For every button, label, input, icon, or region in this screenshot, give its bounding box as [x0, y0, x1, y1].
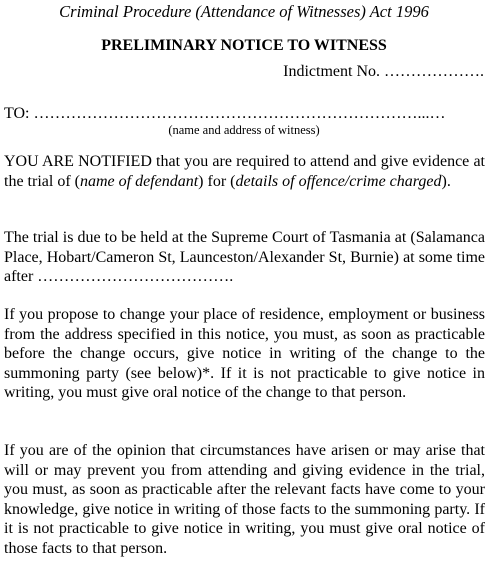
- paragraph-change-of-address: If you propose to change your place of residence, employment or business from the address specified in this notice, you must, as soon as practicable before the change occurs, give notice in writing of the change to the summoning party (see below)*. If it is not practicable to give notice in writing, you must give oral notice of the change to that person.: [4, 306, 485, 401]
- offence-placeholder: details of offence/crime charged: [235, 172, 442, 190]
- defendant-placeholder: name of defendant: [79, 172, 199, 190]
- paragraph-notified-text-3: ).: [441, 172, 451, 190]
- paragraph-prevention: If you are of the opinion that circumstances have arisen or may arise that will or may prevent you from attending and giving evidence in the trial, you must, as soon as practicable after the relevant facts have come to your knowledge, give notice in writing of those facts to the summoning party. If it is not practicable to give notice in writing, you must give oral notice of those facts to that person.: [4, 442, 485, 557]
- paragraph-notified-text-1: YOU ARE NOTIFIED that you are required to attend and give evidence at the trial of (: [4, 153, 485, 190]
- to-caption: (name and address of witness): [168, 123, 320, 137]
- paragraph-notified: [4, 152, 485, 191]
- paragraph-trial-location: The trial is due to be held at the Supreme Court of Tasmania at (Salamanca Place, Hobart/Cameron St, Launceston/Alexander St, Burnie) at some time after ……………………………….: [4, 229, 485, 285]
- indictment-number: Indictment No. ……………….: [283, 63, 484, 80]
- notice-heading: PRELIMINARY NOTICE TO WITNESS: [101, 37, 387, 54]
- paragraph-notified-text-2: ) for (: [198, 172, 236, 190]
- to-line: TO: ………………………………………………………………...…: [4, 105, 446, 122]
- act-title: Criminal Procedure (Attendance of Witnesses) Act 1996: [59, 2, 429, 21]
